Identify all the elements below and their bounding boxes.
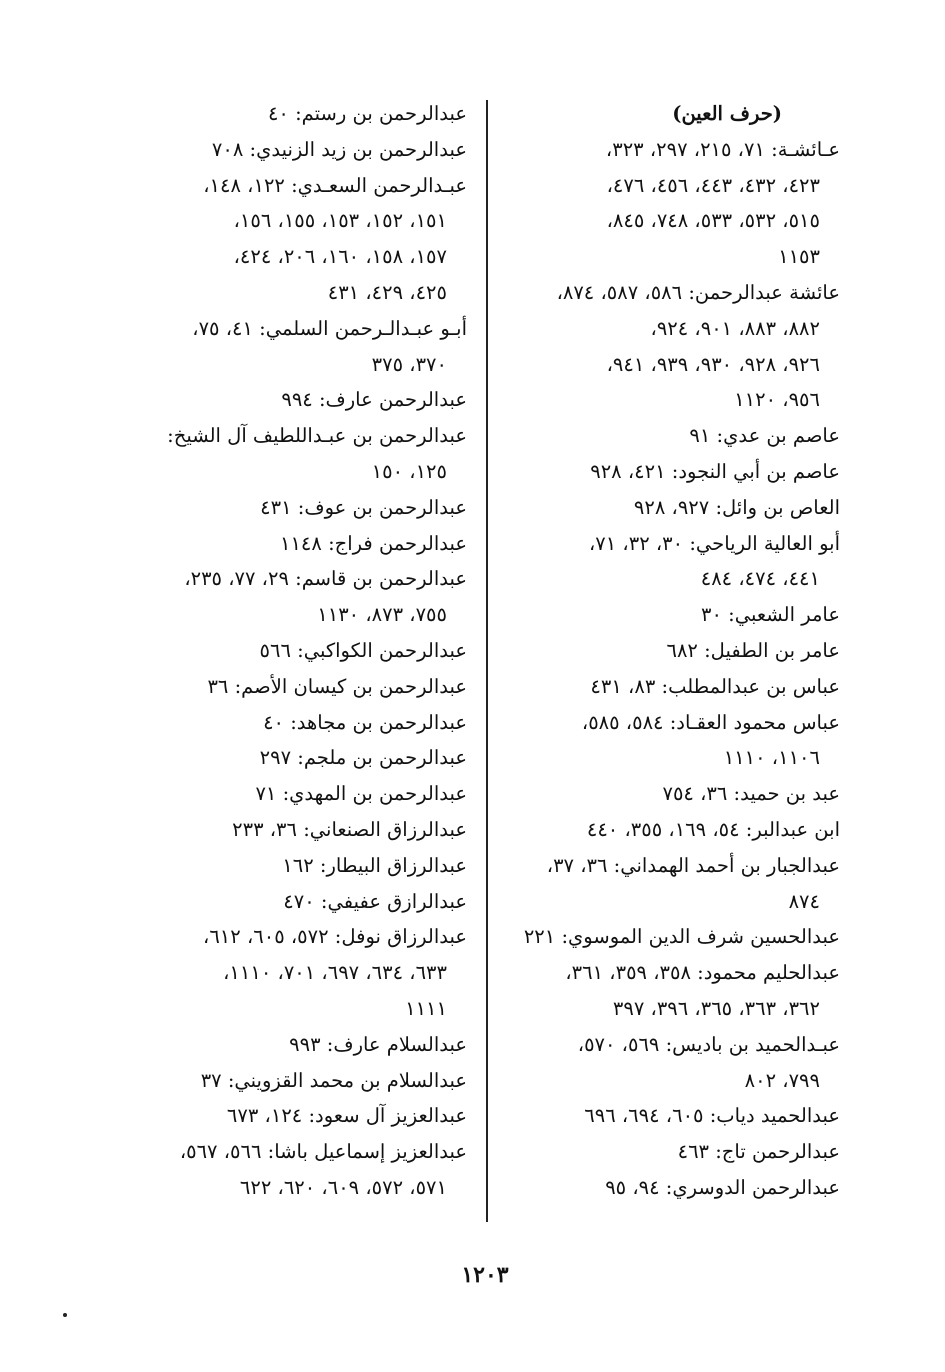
index-line: عائشة عبدالرحمن: ٥٨٦، ٥٨٧، ٨٧٤، — [556, 280, 840, 304]
index-line: ١١١١ — [405, 996, 447, 1020]
index-line: عبـدالرحمن السعـدي: ١٢٢، ١٤٨، — [203, 173, 467, 197]
index-line: ١٥٧، ١٥٨، ١٦٠، ٢٠٦، ٤٢٤، — [233, 245, 447, 269]
index-line: ١٢٥، ١٥٠ — [371, 459, 447, 483]
stray-mark — [63, 1313, 67, 1317]
index-line: ٤٤١، ٤٧٤، ٤٨٤ — [700, 567, 820, 591]
index-line: ابن عبدالبر: ٥٤، ١٦٩، ٣٥٥، ٤٤٠ — [586, 817, 840, 841]
index-line: عباس محمود العقـاد: ٥٨٤، ٥٨٥، — [581, 710, 840, 734]
index-line: عبدالرحمن بن المهدي: ٧١ — [255, 782, 467, 806]
index-line: عبدالرحمن بن كيسان الأصم: ٣٦ — [207, 674, 467, 698]
index-line: عبدالرحمن بن عوف: ٤٣١ — [260, 495, 467, 519]
index-line: عاصم بن أبي النجود: ٤٢١، ٩٢٨ — [590, 459, 840, 483]
index-line: عاصم بن عدي: ٩١ — [689, 424, 840, 448]
index-line: ١١٠٦، ١١١٠ — [723, 746, 820, 770]
index-line: عبدالرحمن فراج: ١١٤٨ — [279, 531, 467, 555]
index-line: عبدالرحمن عارف: ٩٩٤ — [281, 388, 467, 412]
index-line: عبدالسلام عارف: ٩٩٣ — [289, 1032, 467, 1056]
index-line: عبدالسلام بن محمد القزويني: ٣٧ — [200, 1068, 467, 1092]
index-line: ٤٢٣، ٤٣٢، ٤٤٣، ٤٥٦، ٤٧٦، — [606, 173, 820, 197]
index-line: عبدالرزاق البيطار: ١٦٢ — [282, 853, 467, 877]
index-line: عبـدالحميد بن باديس: ٥٦٩، ٥٧٠، — [577, 1032, 840, 1056]
index-line: عبدالرازق عفيفي: ٤٧٠ — [283, 889, 467, 913]
index-line: ٣٧٠، ٣٧٥ — [371, 352, 447, 376]
index-line: عبدالرزاق نوفل: ٥٧٢، ٦٠٥، ٦١٢، — [203, 925, 467, 949]
index-line: عبدالرحمن بن عبـداللطيف آل الشيخ: — [167, 424, 467, 448]
index-line: عبدالحليم محمود: ٣٥٨، ٣٥٩، ٣٦١، — [565, 961, 840, 985]
index-line: ٥٧١، ٥٧٢، ٦٠٩، ٦٢٠، ٦٢٢ — [239, 1175, 447, 1199]
index-line: عامر الشعبي: ٣٠ — [700, 603, 840, 627]
index-line: عبدالرحمن بن مجاهد: ٤٠ — [263, 710, 467, 734]
index-line: ٧٥٥، ٨٧٣، ١١٣٠ — [317, 603, 447, 627]
index-line: ٣٦٢، ٣٦٣، ٣٦٥، ٣٩٦، ٣٩٧ — [612, 996, 820, 1020]
index-line: عبدالرحمن بن ملجم: ٢٩٧ — [259, 746, 467, 770]
column-divider — [486, 100, 488, 1222]
index-line: عبدالجبار بن أحمد الهمداني: ٣٦، ٣٧، — [546, 853, 840, 877]
index-line: عبدالرحمن الكواكبي: ٥٦٦ — [259, 638, 467, 662]
index-line: عباس بن عبدالمطلب: ٨٣، ٤٣١ — [590, 674, 840, 698]
index-line: عبدالرحمن تاج: ٤٦٣ — [677, 1140, 840, 1164]
index-line: العاص بن وائل: ٩٢٧، ٩٢٨ — [633, 495, 840, 519]
index-line: ٩٥٦، ١١٢٠ — [734, 388, 820, 412]
index-line: ٨٧٤ — [788, 889, 820, 913]
index-line: عبدالرزاق الصنعاني: ٣٦، ٢٣٣ — [232, 817, 467, 841]
index-line: عبدالعزيز إسماعيل باشا: ٥٦٦، ٥٦٧، — [179, 1140, 467, 1164]
index-line: عبدالحسين شرف الدين الموسوي: ٢٢١ — [523, 925, 840, 949]
index-column-left — [140, 96, 467, 1206]
index-line: عبدالرحمن الدوسري: ٩٤، ٩٥ — [605, 1175, 840, 1199]
index-line: ٥١٥، ٥٣٢، ٥٣٣، ٧٤٨، ٨٤٥، — [606, 209, 820, 233]
index-line: عبدالرحمن بن رستم: ٤٠ — [267, 102, 467, 125]
index-line: عـائشـة: ٧١، ٢١٥، ٢٩٧، ٣٢٣، — [605, 137, 840, 161]
section-heading: (حرف العين) — [672, 102, 782, 125]
index-line: ٧٩٩، ٨٠٢ — [744, 1068, 820, 1092]
index-line: ٤٢٥، ٤٢٩، ٤٣١ — [327, 280, 447, 304]
index-line: أبو العالية الرياحي: ٣٠، ٣٢، ٧١، — [588, 531, 840, 555]
index-line: ٨٨٢، ٨٨٣، ٩٠١، ٩٢٤، — [650, 316, 820, 340]
index-line: عبد بن حميد: ٣٦، ٧٥٤ — [662, 782, 840, 806]
index-line: عبدالعزيز آل سعود: ١٢٤، ٦٧٣ — [226, 1104, 467, 1128]
index-line: ٦٣٣، ٦٣٤، ٦٩٧، ٧٠١، ١١١٠، — [223, 961, 447, 985]
index-line: أبـو عبـدالـرحمن السلمي: ٤١، ٧٥، — [192, 316, 467, 340]
index-line: ١٥١، ١٥٢، ١٥٣، ١٥٥، ١٥٦، — [233, 209, 447, 233]
index-line: عبدالحميد دياب: ٦٠٥، ٦٩٤، ٦٩٦ — [584, 1104, 840, 1128]
index-line: عبدالرحمن بن زيد الزنيدي: ٧٠٨ — [211, 137, 467, 161]
index-line: ١١٥٣ — [778, 245, 820, 269]
index-line: ٩٢٦، ٩٢٨، ٩٣٠، ٩٣٩، ٩٤١، — [606, 352, 820, 376]
index-column-right — [510, 96, 840, 1206]
page-number: ١٢٠٣ — [461, 1262, 509, 1288]
index-line: عبدالرحمن بن قاسم: ٢٩، ٧٧، ٢٣٥، — [184, 567, 467, 591]
index-line: عامر بن الطفيل: ٦٨٢ — [666, 638, 840, 662]
